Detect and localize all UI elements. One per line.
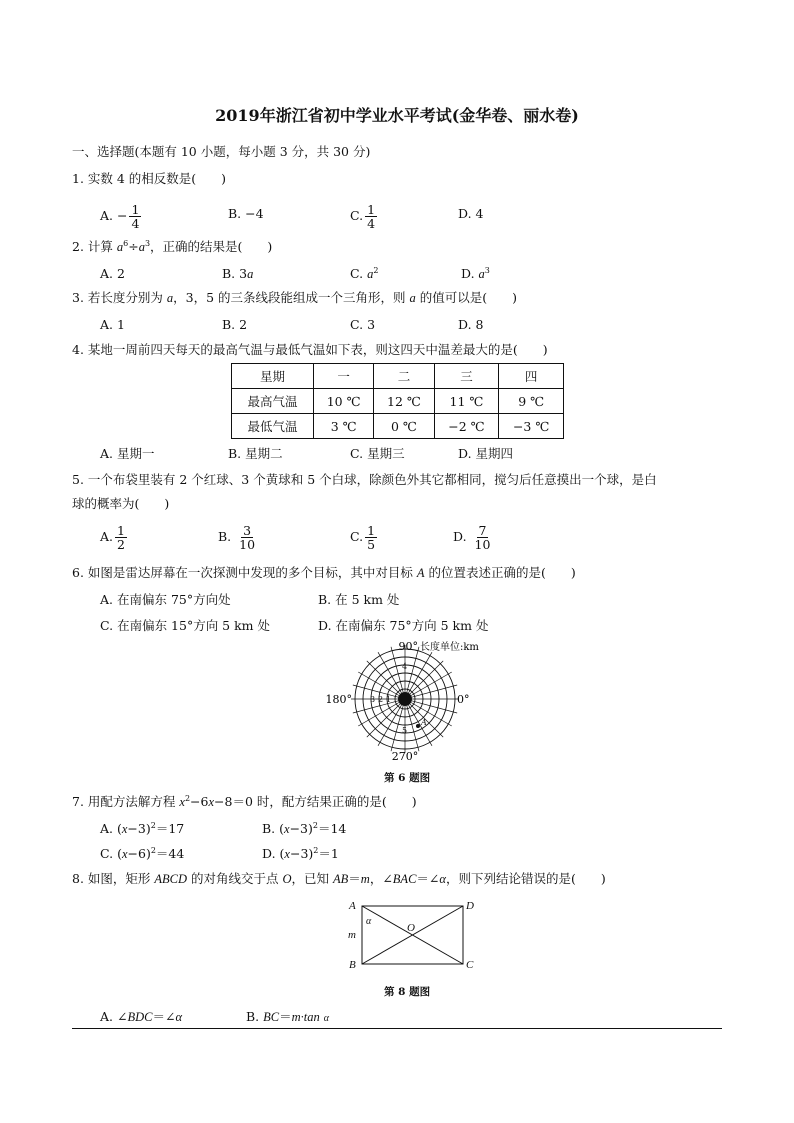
q3-option-b: B. 2	[222, 317, 248, 332]
ring-label: 4	[402, 662, 408, 671]
fraction: $\frac{1}{4}$	[131, 202, 140, 231]
temperature-table	[231, 363, 564, 439]
q7-option-b: B. $(x-3)^2=14$	[262, 821, 347, 836]
q4-option-d: D. 星期四	[458, 446, 514, 461]
table-cell: 11 ℃	[434, 389, 499, 414]
radar-spoke	[410, 661, 443, 694]
q7-option-d: D. $(x-3)^2=1$	[262, 846, 339, 861]
q1-option-c: C. $\frac{1}{4}$	[350, 202, 376, 231]
q2-option-a: A. 2	[100, 266, 125, 281]
label-c: C	[466, 959, 474, 971]
q3-option-c: C. 3	[350, 317, 376, 332]
question-3-stem: 3. 若长度分别为 a，3，5 的三条线段能组成一个三角形，则 a 的值可以是( )	[72, 290, 517, 305]
fig-right-label: 0°	[457, 693, 470, 706]
q6-option-c: C. 在南偏东 15°方向 5 km 处	[100, 618, 270, 633]
exam-title: 2019年浙江省初中学业水平考试(金华卷、丽水卷)	[215, 106, 579, 125]
table-cell: 10 ℃	[314, 389, 374, 414]
ring-label: 3	[370, 695, 376, 704]
table-cell: 三	[434, 364, 499, 389]
question-5-stem: 5. 一个布袋里装有 2 个红球、3 个黄球和 5 个白球，除颜色外其它都相同，搅匀后任意摸出一个球，是白	[72, 472, 657, 487]
table-row	[232, 389, 564, 414]
rectangle-figure	[340, 896, 480, 974]
q8-option-b: B. BC＝m·tan α	[246, 1009, 330, 1024]
fraction: $\frac{1}{5}$	[367, 523, 376, 552]
q7-option-c: C. $(x-6)^2=44$	[100, 846, 185, 861]
question-8-stem: 8. 如图，矩形 ABCD 的对角线交于点 O，已知 AB＝m，∠BAC＝∠α，则下列结论错误的是( )	[72, 871, 606, 886]
q5-option-b: B. $\frac{3}{10}$	[218, 523, 256, 552]
label-d: D	[466, 900, 474, 912]
label-o: O	[407, 922, 415, 934]
q4-option-a: A. 星期一	[100, 446, 155, 461]
figure-8-caption: 第 8 题图	[384, 986, 431, 998]
target-a-label: A	[421, 718, 427, 727]
table-cell: −2 ℃	[434, 414, 499, 439]
radar-center	[398, 692, 412, 706]
table-row	[232, 364, 564, 389]
q5-option-a: A. $\frac{1}{2}$	[100, 523, 125, 552]
fraction: $\frac{3}{10}$	[239, 523, 256, 552]
section-heading: 一、选择题(本题有 10 小题，每小题 3 分，共 30 分)	[72, 144, 371, 159]
question-6-stem: 6. 如图是雷达屏幕在一次探测中发现的多个目标，其中对目标 A 的位置表述正确的是( )	[72, 565, 576, 580]
q6-option-b: B. 在 5 km 处	[318, 592, 400, 607]
question-4-stem: 4. 某地一周前四天每天的最高气温与最低气温如下表，则这四天中温差最大的是( )	[72, 342, 548, 357]
table-cell: 最高气温	[232, 389, 314, 414]
table-cell: 二	[374, 364, 434, 389]
label-m: m	[348, 929, 356, 941]
fraction: $\frac{7}{10}$	[474, 523, 491, 552]
table-cell: 最低气温	[232, 414, 314, 439]
q2-option-b: B. 3a	[222, 266, 254, 281]
q7-option-a: A. $(x-3)^2=17$	[100, 821, 185, 836]
label-b: B	[349, 959, 356, 971]
q5-option-c: C. $\frac{1}{5}$	[350, 523, 376, 552]
q3-option-a: A. 1	[100, 317, 125, 332]
table-cell: 0 ℃	[374, 414, 434, 439]
figure-6-caption: 第 6 题图	[384, 772, 431, 784]
table-cell: 12 ℃	[374, 389, 434, 414]
q5-option-d: D. $\frac{7}{10}$	[453, 523, 491, 552]
q4-option-b: B. 星期二	[228, 446, 283, 461]
fraction: $\frac{1}{4}$	[367, 202, 376, 231]
target-a-marker	[416, 724, 420, 728]
table-cell: 3 ℃	[314, 414, 374, 439]
fig-top-label: 90°	[398, 640, 418, 653]
table-cell: 一	[314, 364, 374, 389]
q3-option-d: D. 8	[458, 317, 484, 332]
question-5-stem-cont: 球的概率为( )	[72, 496, 170, 511]
question-1-stem: 1. 实数 4 的相反数是( )	[72, 171, 227, 186]
q1-option-d: D. 4	[458, 206, 484, 221]
fraction: $\frac{1}{2}$	[117, 523, 125, 552]
radar-spoke	[367, 661, 400, 694]
fig-left-label: 180°	[325, 693, 352, 706]
q6-option-a: A. 在南偏东 75°方向处	[100, 592, 231, 607]
ring-label: 1	[386, 695, 392, 704]
q2-option-c: C. $a^2$	[350, 266, 379, 281]
table-row	[232, 414, 564, 439]
q6-option-d: D. 在南偏东 75°方向 5 km 处	[318, 618, 489, 633]
radar-figure	[320, 636, 500, 764]
question-7-stem: 7. 用配方法解方程 $x^2-6x-8=0$ 时，配方结果正确的是( )	[72, 794, 417, 809]
fig-unit-label: 长度单位:km	[420, 642, 479, 653]
ring-label: 5	[402, 726, 408, 735]
q8-option-a: A. ∠BDC＝∠α	[100, 1009, 182, 1024]
label-a: A	[349, 900, 356, 912]
q1-option-a: A. − $\frac{1}{4}$	[100, 202, 140, 231]
table-cell: 四	[499, 364, 564, 389]
page-bottom-rule	[72, 1028, 722, 1029]
q4-option-c: C. 星期三	[350, 446, 405, 461]
question-2-stem: 2. 计算 $a^6\div a^3$，正确的结果是( )	[72, 239, 273, 254]
label-alpha: α	[366, 916, 372, 927]
table-cell: 星期	[232, 364, 314, 389]
fig-bottom-label: 270°	[391, 750, 419, 763]
ring-label: 2	[378, 695, 384, 704]
table-cell: −3 ℃	[499, 414, 564, 439]
q1-option-b: B. −4	[228, 206, 264, 221]
radar-spoke	[367, 704, 400, 737]
table-cell: 9 ℃	[499, 389, 564, 414]
q2-option-d: D. $a^3$	[461, 266, 490, 281]
